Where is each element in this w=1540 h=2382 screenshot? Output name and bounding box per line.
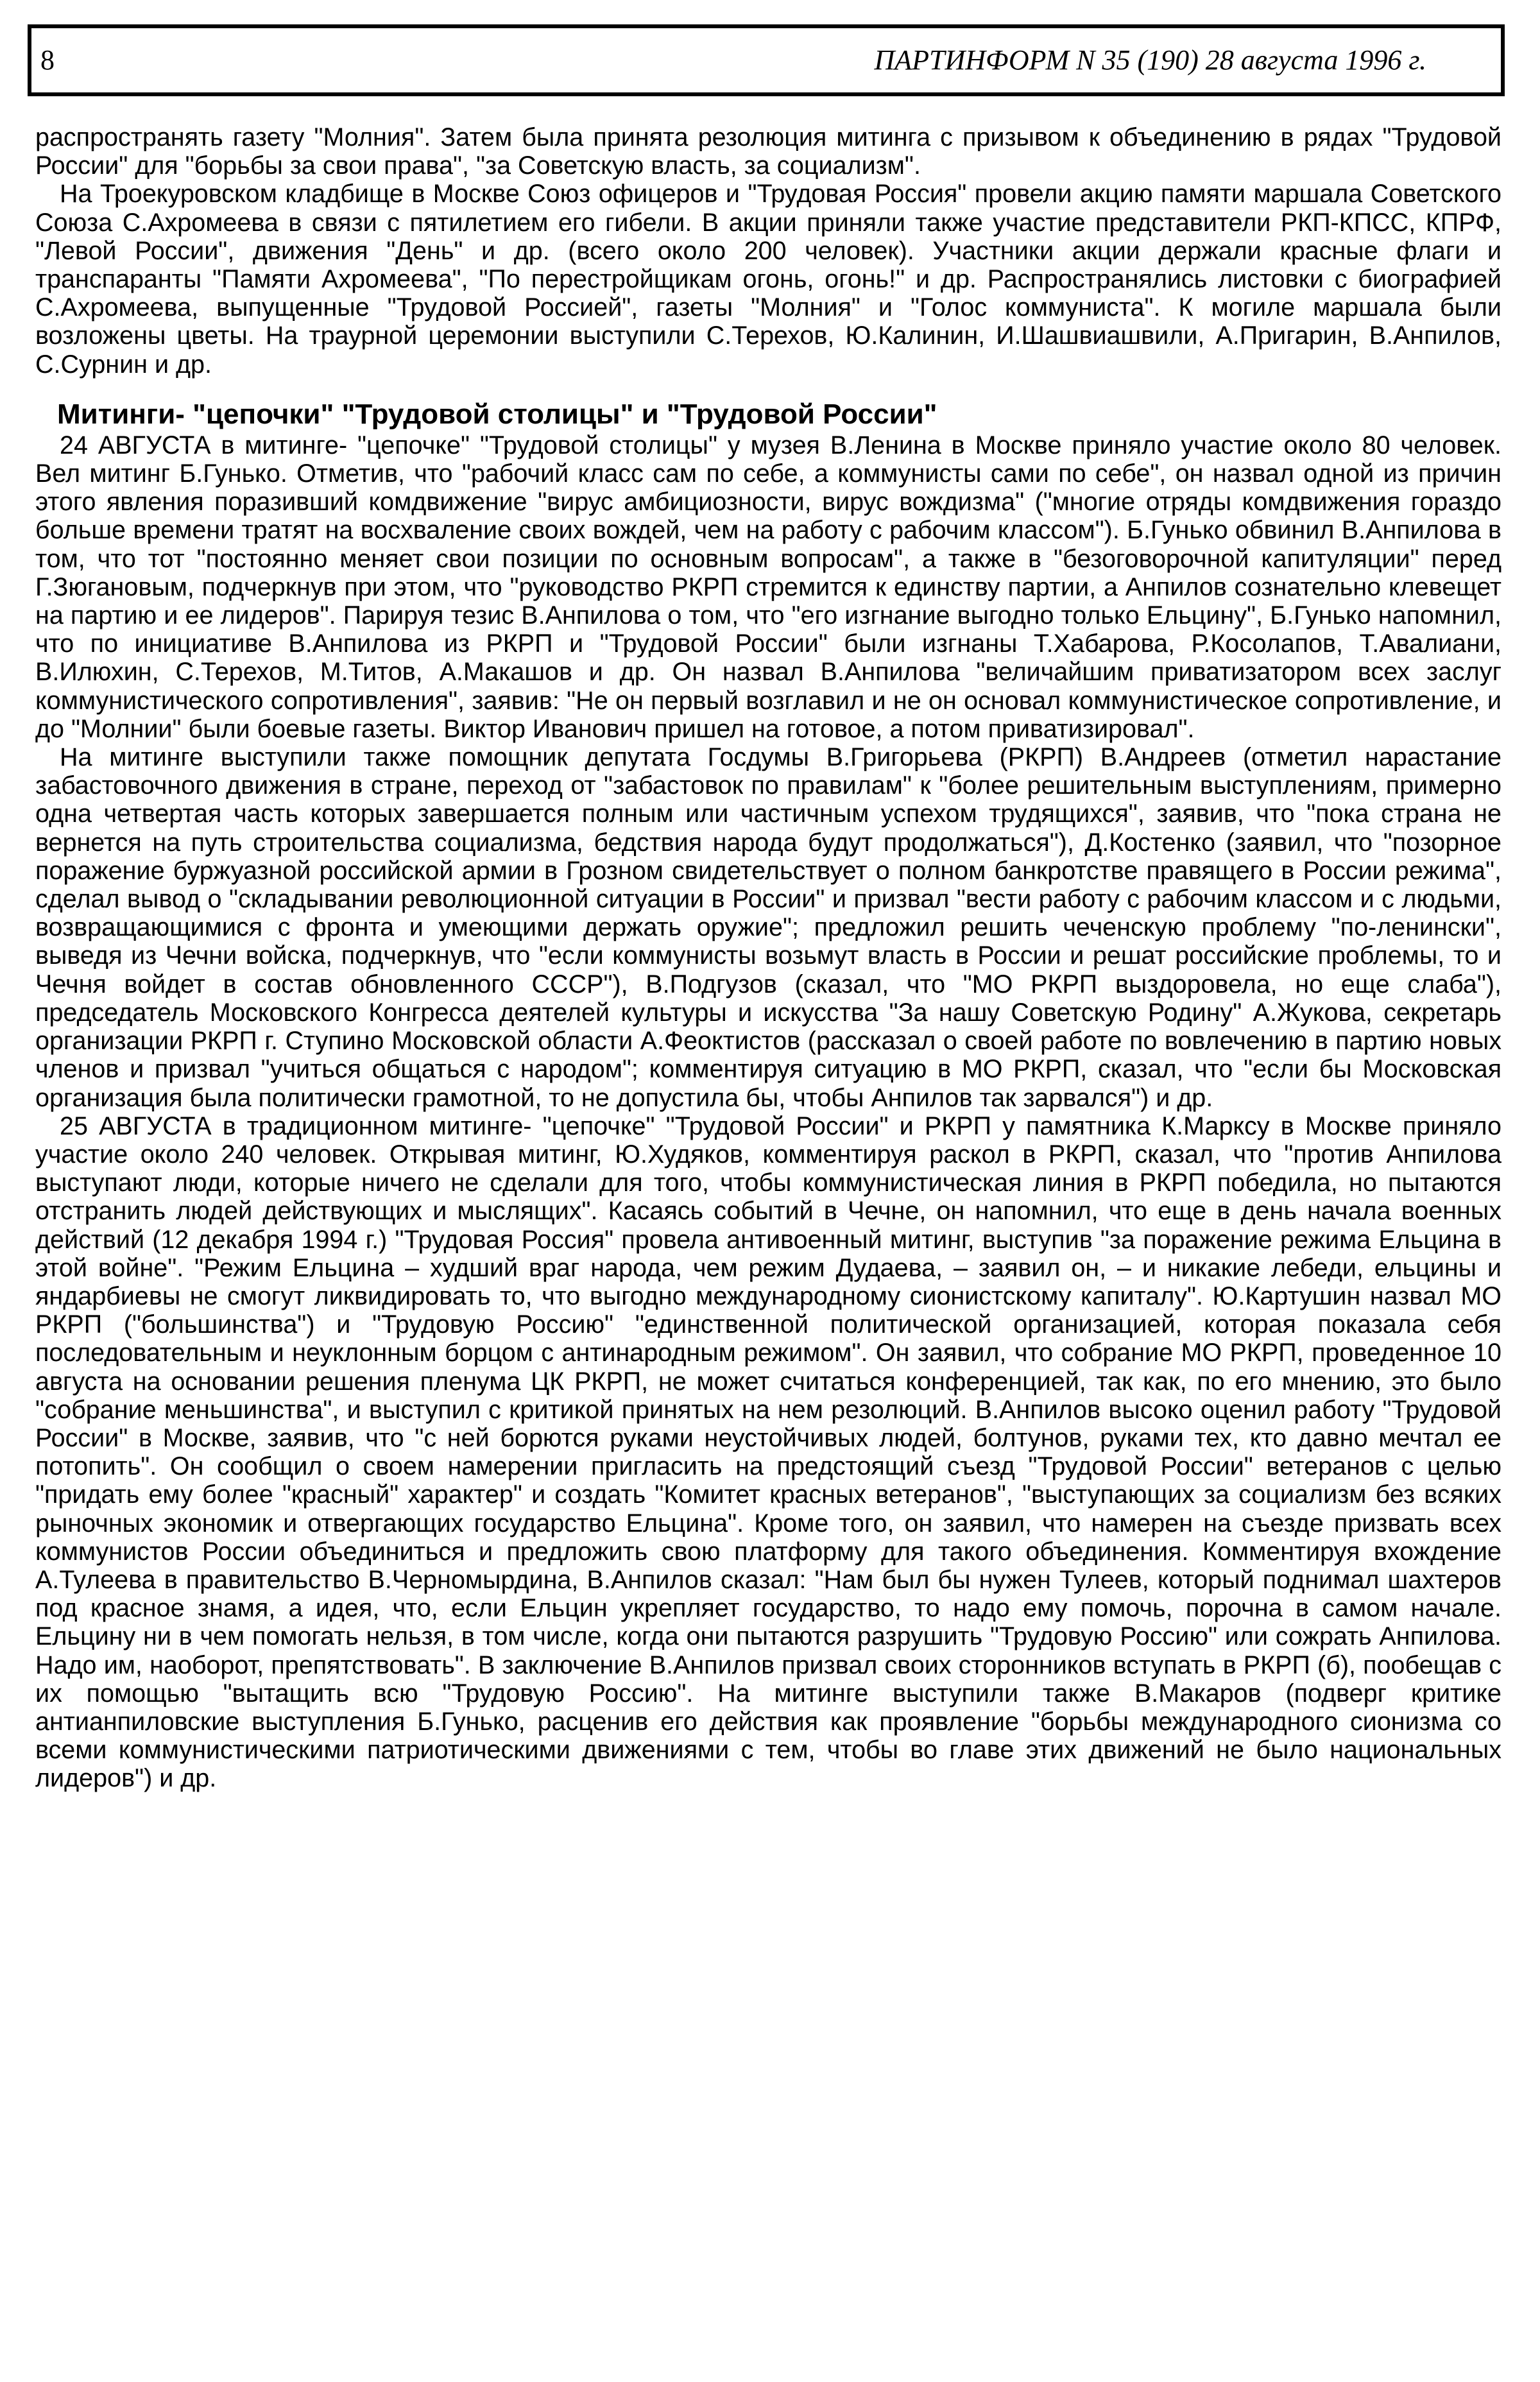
publication-title: ПАРТИНФОРМ N 35 (190) 28 августа 1996 г. [874,44,1426,76]
paragraph-august-25: 25 АВГУСТА в традиционном митинге- "цепочке" "Трудовой России" и РКРП у памятника К.Марксу в Москве приняло участие около 240 человек. Открывая митинг, Ю.Худяков, комментируя раскол в РКРП, сказал, что "против Анпилова выступают люди, которые ничего не сделали для того, чтобы коммунистическая линия в РКРП победила, но пытаются отстранить людей действующих и мыслящих". Касаясь событий в Чечне, он напомнил, что еще в день начала военных действий (12 декабря 1994 г.) "Трудовая Россия" провела антивоенный митинг, выступив "за поражение режима Ельцина в этой войне". "Режим Ельцина – худший враг народа, чем режим Дудаева, – заявил он, – и никакие лебеди, ельцины и яндарбиевы не смогут ликвидировать то, что выгодно международному сионистскому капиталу". Ю.Картушин назвал МО РКРП ("большинства") и "Трудовую Россию" "единственной политической организацией, которая показала себя последовательным и неуклонным борцом с антинародным режимом". Он заявил, что собрание МО РКРП, проведенное 10 августа на основании решения пленума ЦК РКРП, не может считаться конференцией, так как, по его мнению, это было "собрание меньшинства", и выступил с критикой принятых на нем резолюций. В.Анпилов высоко оценил работу "Трудовой России" в Москве, заявив, что "с ней борются руками неустойчивых людей, болтунов, руками тех, кто давно мечтал ее потопить". Он сообщил о своем намерении пригласить на предстоящий съезд "Трудовой России" ветеранов с целью "придать ему более "красный" характер" и создать "Комитет красных ветеранов", "выступающих за социализм без всяких рыночных экономик и отвергающих государство Ельцина". Кроме того, он заявил, что намерен на съезде призвать всех коммунистов России объединиться и предложить свою платформу для такого объединения. Комментируя вхождение А.Тулеева в правительство В.Черномырдина, В.Анпилов сказал: "Нам был бы нужен Тулеев, который поднимал шахтеров под красное знамя, а идея, что, если Ельцин укрепляет государство, то надо ему помочь, порочна в самом начале. Ельцину ни в чем помогать нельзя, в том числе, когда они пытаются разрушить "Трудовую Россию" или сожрать Анпилова. Надо им, наоборот, препятствовать". В заключение В.Анпилов призвал своих сторонников вступать в РКРП (б), пообещав с их помощью "вытащить всю "Трудовую Россию". На митинге выступили также В.Макаров (подверг критике антианпиловские выступления Б.Гунько, расценив его действия как проявление "борьбы международного сионизма со всеми коммунистическими патриотическими движениями с тем, чтобы во главе этих движений не было национальных лидеров") и др. [35,1111,1502,1793]
paragraph-troekurovsky: На Троекуровском кладбище в Москве Союз офицеров и "Трудовая Россия" провели акцию памяти маршала Советского Союза С.Ахромеева в связи с пятилетием его гибели. В акции приняли также участие представители РКП-КПСС, КПРФ, "Левой России", движения "День" и др. (всего около 200 человек). Участники акции держали красные флаги и транспаранты "Памяти Ахромеева", "По перестройщикам огонь, огонь!" и др. Распространялись листовки с биографией С.Ахромеева, выпущенные "Трудовой Россией", газеты "Молния" и "Голос коммуниста". К могиле маршала были возложены цветы. На траурной церемонии выступили С.Терехов, Ю.Калинин, И.Шашвиашвили, А.Пригарин, В.Анпилов, С.Сурнин и др. [35,180,1502,379]
page-header [28,24,1505,96]
article-body [35,123,1502,1793]
paragraph-continuation: распространять газету "Молния". Затем была принята резолюция митинга с призывом к объединению в рядах "Трудовой России" для "борьбы за свои права", "за Советскую власть, за социализм". [35,123,1502,180]
paragraph-speakers: На митинге выступили также помощник депутата Госдумы В.Григорьева (РКРП) В.Андреев (отметил нарастание забастовочного движения в стране, переход от "забастовок по правилам" к "более решительным выступлениям, примерно одна четвертая часть которых завершается полным или частичным успехом трудящихся", заявив, что "пока страна не вернется на путь строительства социализма, бедствия народа будут продолжаться"), Д.Костенко (заявил, что "позорное поражение буржуазной российской армии в Грозном свидетельствует о полном банкротстве правящего в России режима", сделал вывод о "складывании революционной ситуации в России" и призвал "вести работу с рабочим классом и с людьми, возвращающимися с фронта и умеющими держать оружие"; предложил решить чеченскую проблему "по-ленински", выведя из Чечни войска, подчеркнув, что "если коммунисты возьмут власть в России и решат российские проблемы, то и Чечня войдет в состав обновленного СССР"), В.Подгузов (сказал, что "МО РКРП выздоровела, но еще слаба"), председатель Московского Конгресса деятелей культуры и искусства "За нашу Советскую Родину" А.Жукова, секретарь организации РКРП г. Ступино Московской области А.Феоктистов (рассказал о своей работе по вовлечению в партию новых членов и призвал "учиться общаться с народом"; комментируя ситуацию в МО РКРП, сказал, что "если бы Московская организация была политически грамотной, то не допустила бы, чтобы Анпилов так зарвался") и др. [35,743,1502,1112]
section-heading: Митинги- "цепочки" "Трудовой столицы" и "Трудовой России" [57,398,937,430]
paragraph-august-24: 24 АВГУСТА в митинге- "цепочке" "Трудовой столицы" у музея В.Ленина в Москве приняло участие около 80 человек. Вел митинг Б.Гунько. Отметив, что "рабочий класс сам по себе, а коммунисты сами по себе", он назвал одной из причин этого явления поразивший комдвижение "вирус амбициозности, вирус вождизма" ("многие отряды комдвижения гораздо больше времени тратят на восхваление своих вождей, чем на работу с рабочим классом"). Б.Гунько обвинил В.Анпилова в том, что тот "постоянно меняет свои позиции по основным вопросам", а также в "безоговорочной капитуляции" перед Г.Зюгановым, подчеркнув при этом, что "руководство РКРП стремится к единству партии, а Анпилов сознательно клевещет на партию и ее лидеров". Парируя тезис В.Анпилова о том, что "его изгнание выгодно только Ельцину", Б.Гунько напомнил, что по инициативе В.Анпилова из РКРП и "Трудовой России" были изгнаны Т.Хабарова, Р.Косолапов, Т.Авалиани, В.Илюхин, С.Терехов, М.Титов, А.Макашов и др. Он назвал В.Анпилова "величайшим приватизатором всех заслуг коммунистического сопротивления", заявив: "Не он первый возглавил и не он основал коммунистическое сопротивление, и до "Молнии" были боевые газеты. Виктор Иванович пришел на готовое, а потом приватизировал". [35,431,1502,743]
page-number: 8 [40,44,55,76]
